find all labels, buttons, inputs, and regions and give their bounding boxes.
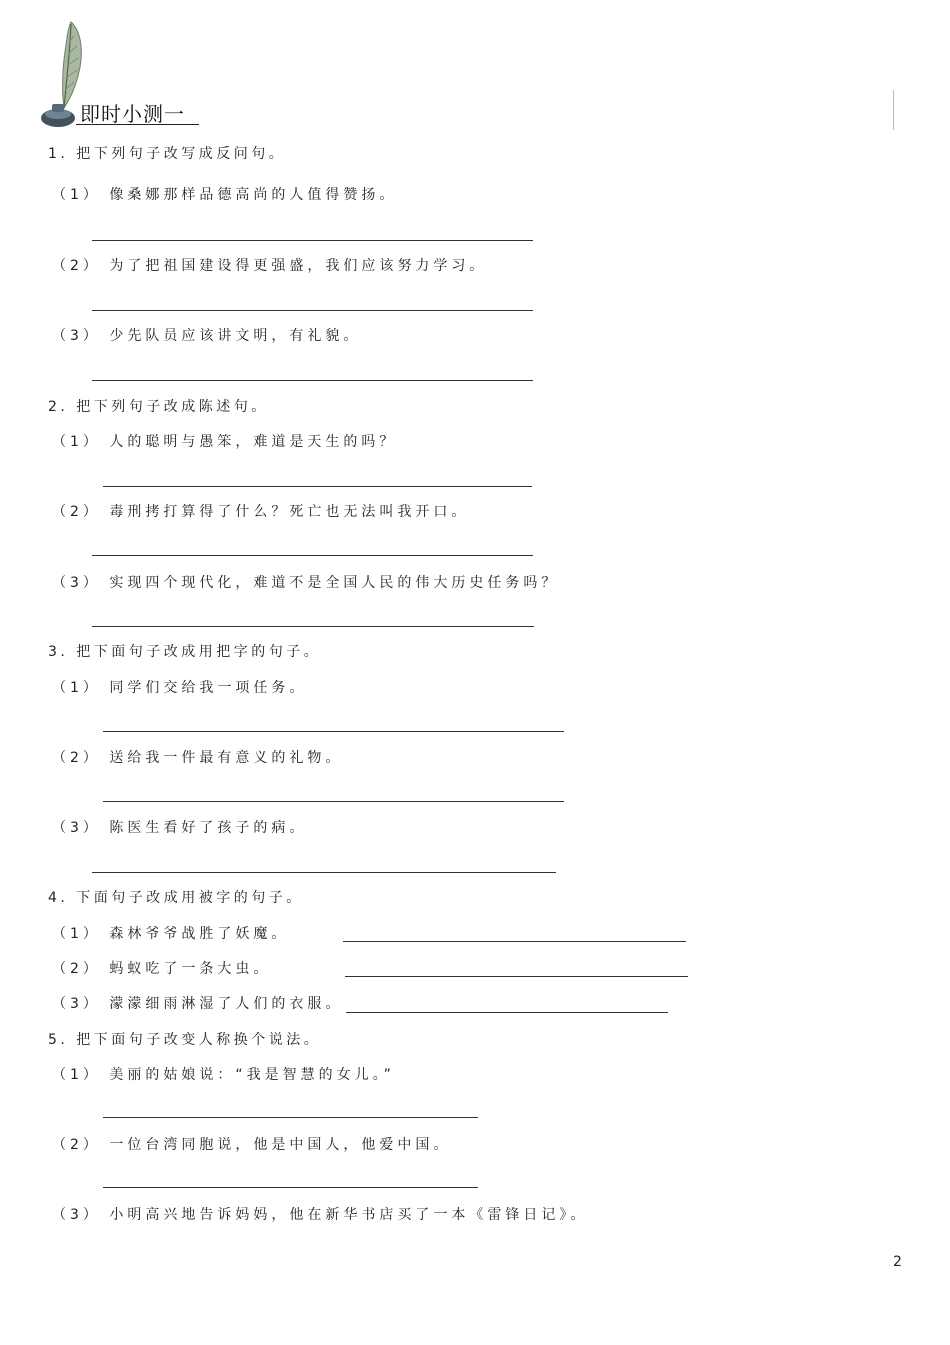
answer-line[interactable] <box>92 380 533 381</box>
question-item: （3） 濛濛细雨淋湿了人们的衣服。 <box>52 996 344 1012</box>
answer-line[interactable] <box>345 976 688 977</box>
title-underline <box>76 124 199 125</box>
question-item: （3） 实现四个现代化，难道不是全国人民的伟大历史任务吗？ <box>52 575 560 591</box>
question-heading: 2. 把下列句子改成陈述句。 <box>48 399 269 415</box>
question-item: （1） 美丽的姑娘说：“我是智慧的女儿。” <box>52 1067 395 1083</box>
answer-line[interactable] <box>103 801 564 802</box>
answer-line[interactable] <box>92 310 533 311</box>
question-item: （2） 毒刑拷打算得了什么？死亡也无法叫我开口。 <box>52 504 470 520</box>
answer-line[interactable] <box>343 941 686 942</box>
question-item: （3） 陈医生看好了孩子的病。 <box>52 820 308 836</box>
question-heading: 1. 把下列句子改写成反问句。 <box>48 146 287 162</box>
question-item: （2） 蚂蚁吃了一条大虫。 <box>52 961 272 977</box>
question-item: （1） 人的聪明与愚笨，难道是天生的吗？ <box>52 434 398 450</box>
answer-line[interactable] <box>92 240 533 241</box>
question-heading: 4. 下面句子改成用被字的句子。 <box>48 890 304 906</box>
question-item: （1） 同学们交给我一项任务。 <box>52 680 308 696</box>
answer-line[interactable] <box>103 486 532 487</box>
question-item: （2） 送给我一件最有意义的礼物。 <box>52 750 344 766</box>
question-item: （3） 小明高兴地告诉妈妈，他在新华书店买了一本《雷锋日记》。 <box>52 1207 589 1223</box>
question-heading: 3. 把下面句子改成用把字的句子。 <box>48 644 322 660</box>
page-title: 即时小测一 <box>80 102 185 126</box>
answer-line[interactable] <box>346 1012 668 1013</box>
answer-line[interactable] <box>92 626 534 627</box>
answer-line[interactable] <box>92 872 556 873</box>
answer-line[interactable] <box>103 731 564 732</box>
answer-line[interactable] <box>92 555 533 556</box>
question-item: （2） 为了把祖国建设得更强盛，我们应该努力学习。 <box>52 258 488 274</box>
question-item: （1） 森林爷爷战胜了妖魔。 <box>52 926 290 942</box>
edge-divider <box>893 90 894 130</box>
question-item: （3） 少先队员应该讲文明，有礼貌。 <box>52 328 362 344</box>
answer-line[interactable] <box>103 1187 478 1188</box>
question-heading: 5. 把下面句子改变人称换个说法。 <box>48 1032 322 1048</box>
question-item: （1） 像桑娜那样品德高尚的人值得赞扬。 <box>52 187 398 203</box>
page-number: 2 <box>893 1254 902 1270</box>
question-item: （2） 一位台湾同胞说，他是中国人，他爱中国。 <box>52 1137 452 1153</box>
answer-line[interactable] <box>103 1117 478 1118</box>
